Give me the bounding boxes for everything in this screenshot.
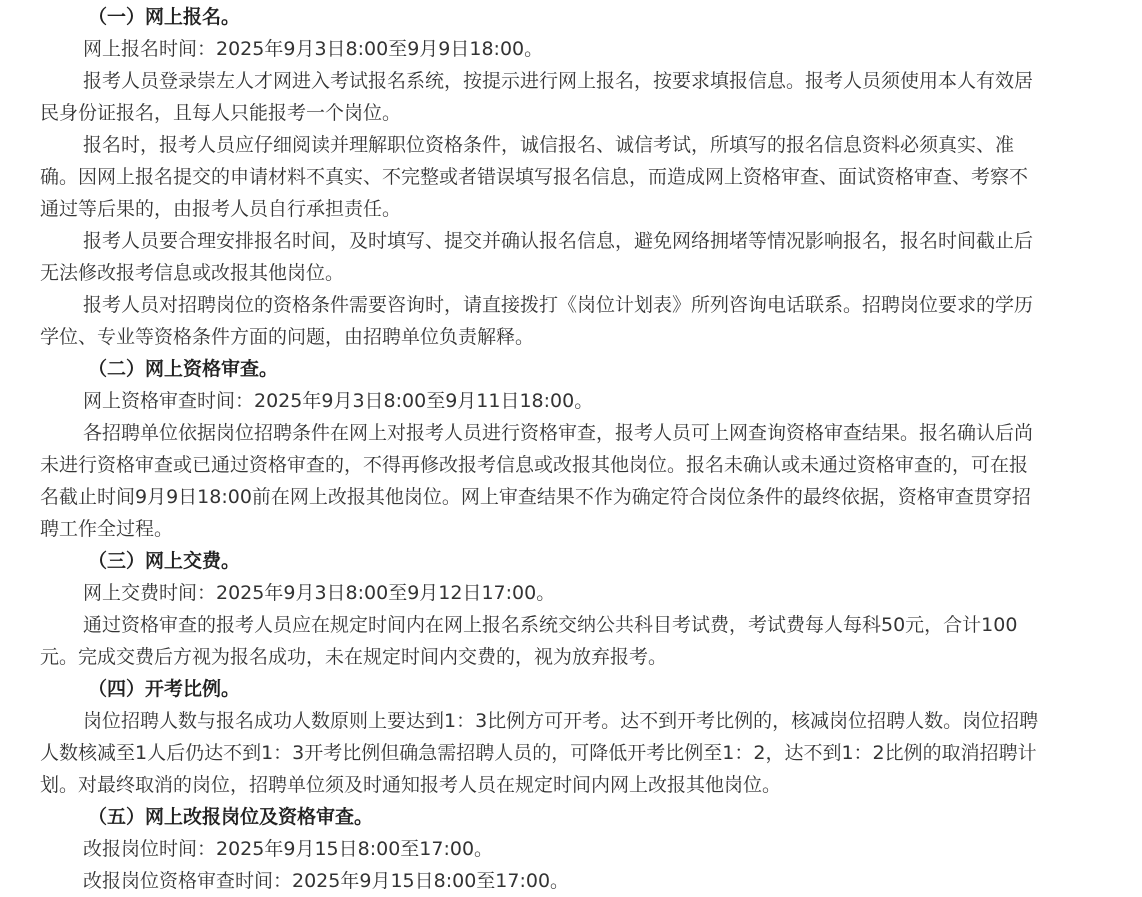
section-heading: （一）网上报名。 [88,6,241,28]
paragraph-line: 人数核减至1人后仍达不到1：3开考比例但确急需招聘人员的，可降低开考比例至1：2，达不到1：2比例的取消招聘计 [40,742,1037,764]
section-heading: （二）网上资格审查。 [88,358,279,380]
paragraph-line: 各招聘单位依据岗位招聘条件在网上对报考人员进行资格审查，报考人员可上网查询资格审查结果。报名确认后尚 [83,422,1034,444]
paragraph-line: 通过资格审查的报考人员应在规定时间内在网上报名系统交纳公共科目考试费，考试费每人每科50元，合计100 [83,614,1018,636]
paragraph-line: 改报岗位时间：2025年9月15日8:00至17:00。 [83,838,494,860]
paragraph-line: 报考人员要合理安排报名时间，及时填写、提交并确认报名信息，避免网络拥堵等情况影响报名，报名时间截止后 [83,230,1034,252]
paragraph-line: 元。完成交费后方视为报名成功，未在规定时间内交费的，视为放弃报考。 [40,646,668,668]
paragraph-line: 民身份证报名，且每人只能报考一个岗位。 [40,102,402,124]
paragraph-line: 改报岗位资格审查时间：2025年9月15日8:00至17:00。 [83,870,570,892]
paragraph-line: 聘工作全过程。 [40,518,174,540]
paragraph-line: 报名时，报考人员应仔细阅读并理解职位资格条件，诚信报名、诚信考试，所填写的报名信息资料必须真实、准 [83,134,1015,156]
paragraph-line: 报考人员对招聘岗位的资格条件需要咨询时，请直接拨打《岗位计划表》所列咨询电话联系。招聘岗位要求的学历 [83,294,1034,316]
paragraph-line: 名截止时间9月9日18:00前在网上改报其他岗位。网上审查结果不作为确定符合岗位条件的最终依据，资格审查贯穿招 [40,486,1031,508]
paragraph-line: 网上交费时间：2025年9月3日8:00至9月12日17:00。 [83,582,556,604]
section-heading: （三）网上交费。 [88,550,241,572]
paragraph-line: 报考人员登录崇左人才网进入考试报名系统，按提示进行网上报名，按要求填报信息。报考人员须使用本人有效居 [83,70,1034,92]
paragraph-line: 无法修改报考信息或改报其他岗位。 [40,262,345,284]
section-heading: （四）开考比例。 [88,678,241,700]
section-heading: （五）网上改报岗位及资格审查。 [88,806,374,828]
paragraph-line: 未进行资格审查或已通过资格审查的，不得再修改报考信息或改报其他岗位。报名未确认或未通过资格审查的，可在报 [40,454,1029,476]
paragraph-line: 网上资格审查时间：2025年9月3日8:00至9月11日18:00。 [83,390,594,412]
paragraph-line: 划。对最终取消的岗位，招聘单位须及时通知报考人员在规定时间内网上改报其他岗位。 [40,774,782,796]
paragraph-line: 确。因网上报名提交的申请材料不真实、不完整或者错误填写报名信息，而造成网上资格审查、面试资格审查、考察不 [40,166,1029,188]
paragraph-line: 岗位招聘人数与报名成功人数原则上要达到1：3比例方可开考。达不到开考比例的，核减岗位招聘人数。岗位招聘 [83,710,1039,732]
paragraph-line: 学位、专业等资格条件方面的问题，由招聘单位负责解释。 [40,326,535,348]
paragraph-line: 网上报名时间：2025年9月3日8:00至9月9日18:00。 [83,38,544,60]
paragraph-line: 通过等后果的，由报考人员自行承担责任。 [40,198,402,220]
